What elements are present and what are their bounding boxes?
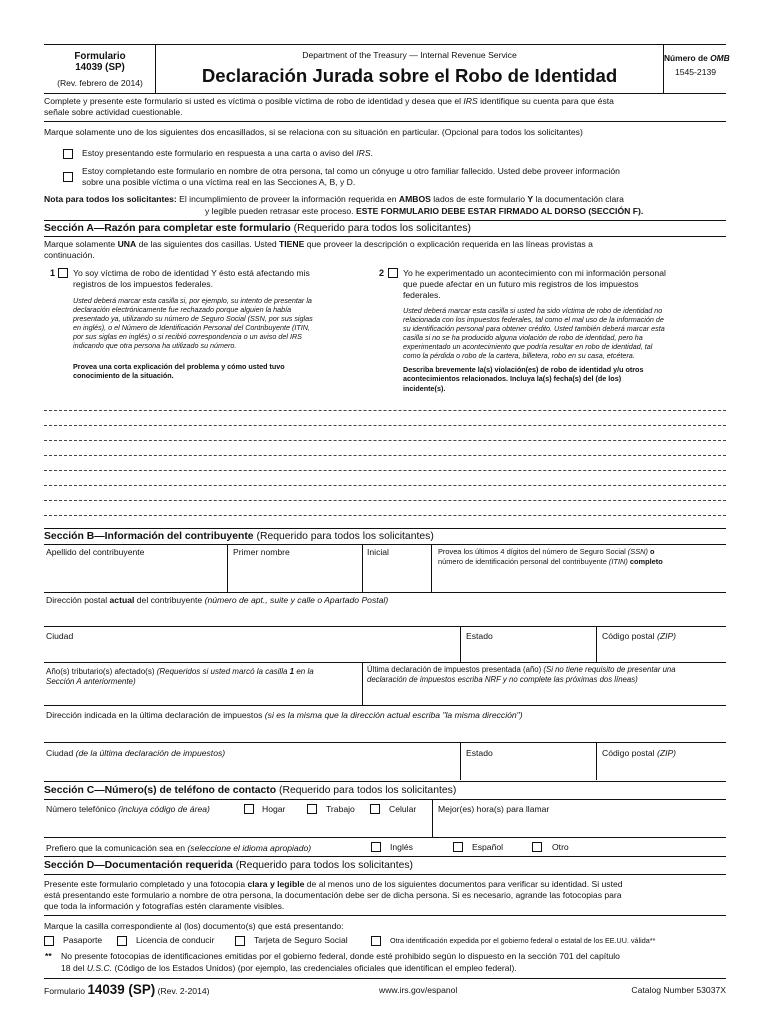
- box-2-guidance-5: experimentado un acontecimiento que podría resultar en robo de identidad, tal: [403, 342, 653, 351]
- intro-line-2: señale sobre actividad cuestionable.: [44, 107, 183, 117]
- section-a-instruction-2: continuación.: [44, 250, 95, 260]
- box-1-text-2: registros de los impuestos federales.: [73, 279, 213, 289]
- divider: [44, 874, 726, 875]
- divider: [44, 662, 726, 663]
- first-name-label: Primer nombre: [233, 547, 290, 557]
- divider: [44, 742, 726, 743]
- checkbox-reason-1[interactable]: [58, 268, 68, 278]
- section-d-para-1: Presente este formulario completado y una fotocopia clara y legible de al menos uno de los siguientes documentos para verificar su identidad. Si usted: [44, 879, 623, 889]
- footer-url[interactable]: www.irs.gov/espanol: [379, 985, 458, 995]
- lang-spanish-label: Español: [472, 842, 504, 852]
- form-number: 14039 (SP): [75, 62, 125, 73]
- last-return-label-2: declaración de impuestos escriba NRF y no complete las próximas dos líneas): [367, 675, 638, 684]
- tax-years-field[interactable]: [44, 689, 361, 704]
- box-1-guidance-3: presentado ya, utilizando su número de Seguro Social (SSN, por sus siglas: [73, 314, 313, 323]
- phone-home-label: Hogar: [262, 804, 286, 814]
- doc-passport-label: Pasaporte: [63, 935, 103, 945]
- ssn-label-1: Provea los últimos 4 dígitos del número de Seguro Social (SSN) o: [438, 547, 655, 556]
- checkbox-phone-home[interactable]: [244, 804, 254, 814]
- box-1-explain-1: Provea una corta explicación del problema y cómo usted tuvo: [73, 362, 285, 371]
- footer-revision: (Rev. 2-2014): [157, 986, 210, 996]
- last-return-label-1: Última declaración de impuestos presentada (año) (Si no tiene requisito de presentar una: [367, 665, 676, 674]
- box-2-text-2: que puede afectar en un futuro mis registros de los impuestos: [403, 279, 639, 289]
- form-title-cell: [156, 45, 663, 93]
- best-hours-field[interactable]: [433, 816, 726, 836]
- footnote-line-1: No presente fotocopias de identificaciones emitidas por el gobierno federal, donde esté prohibido según lo dispuesto en la sección 701 del capítulo: [61, 951, 620, 961]
- checkbox-on-behalf[interactable]: [63, 172, 73, 182]
- department-name: Department of the Treasury — Internal Revenue Service: [302, 50, 517, 60]
- box-2-explain-1: Describa brevemente la(s) violación(es) de robo de identidad y/u otros: [403, 365, 644, 374]
- footer-catalog-number: Catalog Number 53037X: [631, 985, 726, 995]
- footer-form-id: [44, 983, 210, 998]
- checkbox-doc-drivers-license[interactable]: [117, 936, 127, 946]
- omb-cell: [663, 45, 730, 93]
- section-a-instruction-1: Marque solamente UNA de las siguientes dos casillas. Usted TIENE que proveer la descripción o explicación requerida en las líneas provistas a: [44, 239, 593, 249]
- zip-field[interactable]: [597, 643, 726, 661]
- tax-years-label-1: Año(s) tributario(s) afectado(s) (Requeridos si usted marcó la casilla 1 en la: [46, 667, 314, 676]
- divider: [44, 626, 726, 627]
- box-2-text-1: Yo he experimentado un acontecimiento con mi información personal: [403, 268, 666, 278]
- divider: [44, 837, 726, 838]
- box-1-guidance-2: declaración electrónicamente fue rechazado porque alguien la había: [73, 305, 292, 314]
- city-field[interactable]: [44, 643, 459, 661]
- footnote-line-2: 18 del U.S.C. (Código de los Estados Unidos) (por ejemplo, las credenciales oficiales que identifican el empleo federal).: [61, 963, 517, 973]
- section-a-title: Sección A—Razón para completar este formulario (Requerido para todos los solicitantes): [44, 223, 471, 234]
- explanation-line-7[interactable]: [44, 500, 726, 501]
- last-city-field[interactable]: [44, 760, 459, 779]
- section-b-title: Sección B—Información del contribuyente (Requerido para todos los solicitantes): [44, 531, 434, 542]
- form-title: Declaración Jurada sobre el Robo de Identidad: [201, 65, 618, 86]
- section-c-rule: [44, 781, 726, 782]
- divider: [44, 121, 726, 122]
- box-1-guidance-1: Usted deberá marcar esta casilla si, por ejemplo, su intento de presentar la: [73, 296, 312, 305]
- section-d-title: Sección D—Documentación requerida (Requerido para todos los solicitantes): [44, 860, 414, 871]
- box-2-guidance-2: relacionada con los impuestos federales, tal como el mal uso de la información de: [403, 315, 664, 324]
- box-2-guidance-1: Usted deberá marcar esta casilla si usted ha sido víctima de robo de identidad no: [403, 306, 663, 315]
- footer-form-number: 14039 (SP): [87, 982, 156, 997]
- state-label: Estado: [466, 631, 493, 641]
- box-1-number: 1: [50, 268, 56, 278]
- ssn-label-2: número de identificación personal del contribuyente (ITIN) completo: [438, 557, 663, 566]
- checkbox-doc-passport[interactable]: [44, 936, 54, 946]
- last-city-label: Ciudad (de la última declaración de impuestos): [46, 748, 226, 758]
- form-label: Formulario: [74, 51, 126, 62]
- divider: [44, 544, 726, 545]
- explanation-line-8[interactable]: [44, 515, 726, 516]
- checkbox-lang-spanish[interactable]: [453, 842, 463, 852]
- checkbox-irs-letter[interactable]: [63, 149, 73, 159]
- option-on-behalf-line-2: sobre una posible víctima o una víctima real en las Secciones A, B, y D.: [82, 177, 356, 187]
- zip-label: Código postal (ZIP): [602, 631, 677, 641]
- box-1-text-1: Yo soy víctima de robo de identidad Y ésto está afectando mis: [73, 268, 310, 278]
- divider: [44, 592, 726, 593]
- option-irs-letter-label: Estoy presentando este formulario en respuesta a una carta o aviso del IRS.: [82, 148, 373, 158]
- last-address-label: Dirección indicada en la última declaración de impuestos (si es la misma que la dirección actual escriba "la misma dirección"): [46, 710, 523, 720]
- phone-label: Número telefónico (incluya código de área): [46, 804, 210, 814]
- divider: [44, 705, 726, 706]
- form-id-cell: [44, 45, 156, 93]
- checkbox-phone-cell[interactable]: [370, 804, 380, 814]
- omb-label: Número de OMB: [664, 53, 730, 63]
- checkbox-doc-ssn-card[interactable]: [235, 936, 245, 946]
- checkbox-doc-other-id[interactable]: [371, 936, 381, 946]
- last-name-field[interactable]: [44, 560, 226, 591]
- checkbox-phone-work[interactable]: [307, 804, 317, 814]
- section-b-rule: [44, 528, 726, 529]
- section-c-title: Sección C—Número(s) de teléfono de contacto (Requerido para todos los solicitantes): [44, 785, 457, 796]
- middle-initial-field[interactable]: [363, 560, 430, 591]
- footnote-marker: **: [45, 951, 52, 961]
- lang-english-label: Inglés: [390, 842, 413, 852]
- doc-ssn-card-label: Tarjeta de Seguro Social: [254, 935, 348, 945]
- explanation-line-2[interactable]: [44, 425, 726, 426]
- tax-years-label-2: Sección A anteriormente): [46, 677, 136, 686]
- checkbox-reason-2[interactable]: [388, 268, 398, 278]
- last-return-year-field[interactable]: [363, 689, 726, 704]
- box-1-guidance-4: en inglés), o el Número de Identificación Personal del Contribuyente (ITIN,: [73, 323, 310, 332]
- explanation-line-6[interactable]: [44, 485, 726, 486]
- section-d-rule: [44, 856, 726, 857]
- language-pref-label: Prefiero que la comunicación sea en (seleccione el idioma apropiado): [46, 843, 312, 853]
- ssn-field[interactable]: [432, 569, 726, 591]
- note-line-2: y legible pueden retrasar este proceso. ESTE FORMULARIO DEBE ESTAR FIRMADO AL DORSO (SECCIÓN F).: [205, 206, 644, 216]
- box-1-guidance-6: indicando que otra persona ha utilizado su número.: [73, 341, 237, 350]
- section-d-para-2: está presentando este formulario a nombre de otra persona, la documentación debe ser de dicha persona. Si es necesario, agrande las fotocopias para: [44, 890, 622, 900]
- note-line-1: Nota para todos los solicitantes: El incumplimiento de proveer la información requerida en AMBOS lados de este formulario Y la documentación clara: [44, 194, 624, 204]
- divider: [44, 799, 726, 800]
- box-2-guidance-4: casilla si no se ha producido alguna violación de robo de identidad, pero ha: [403, 333, 643, 342]
- phone-work-label: Trabajo: [326, 804, 355, 814]
- choose-one-instruction: Marque solamente uno de los siguientes dos encasillados, si se relaciona con su situación en particular. (Opcional para todos los solicitantes): [44, 127, 583, 137]
- omb-number: 1545-2139: [674, 67, 717, 77]
- document-choose-instruction: Marque la casilla correspondiente al (los) documento(s) que está presentando:: [44, 921, 344, 931]
- box-2-guidance-6: como la pérdida o robo de la cartera, billetera, robo en su casa, etcétera.: [403, 351, 635, 360]
- state-field[interactable]: [461, 643, 595, 661]
- address-label: Dirección postal actual del contribuyente (número de apt., suite y calle o Apartado Postal): [46, 595, 389, 605]
- last-address-field[interactable]: [44, 722, 726, 741]
- box-1-explain-2: conocimiento de la situación.: [73, 371, 174, 380]
- explanation-line-5[interactable]: [44, 470, 726, 471]
- option-on-behalf-line-1: Estoy completando este formulario en nombre de otra persona, tal como un cónyuge u otro familiar fallecido. Usted debe proveer información: [82, 166, 620, 176]
- middle-initial-label: Inicial: [367, 547, 389, 557]
- box-2-guidance-3: su identificación personal para obtener crédito. Usted también deberá marcar esta: [403, 324, 665, 333]
- lang-other-label: Otro: [552, 842, 569, 852]
- footer-rule: [44, 978, 726, 979]
- last-state-label: Estado: [466, 748, 493, 758]
- first-name-field[interactable]: [228, 560, 361, 591]
- last-zip-field[interactable]: [597, 760, 726, 779]
- explanation-line-3[interactable]: [44, 440, 726, 441]
- intro-line-1: Complete y presente este formulario si usted es víctima o posible víctima de robo de identidad y desea que el IRS identifique su cuenta para que ésta: [44, 96, 614, 106]
- box-2-number: 2: [379, 268, 385, 278]
- last-state-field[interactable]: [461, 760, 595, 779]
- best-hours-label: Mejor(es) hora(s) para llamar: [438, 804, 550, 814]
- doc-drivers-license-label: Licencia de conducir: [136, 935, 215, 945]
- checkbox-lang-other[interactable]: [532, 842, 542, 852]
- city-label: Ciudad: [46, 631, 74, 641]
- phone-cell-label: Celular: [389, 804, 417, 814]
- divider: [44, 915, 726, 916]
- checkbox-lang-english[interactable]: [371, 842, 381, 852]
- box-1-guidance-5: por sus siglas en inglés) o si recibió correspondencia o un aviso del IRS: [73, 332, 302, 341]
- form-header: [44, 44, 730, 94]
- section-d-para-3: que toda la información y fotografías estén claramente visibles.: [44, 901, 285, 911]
- box-2-explain-3: incidente(s).: [403, 384, 446, 393]
- explanation-line-1[interactable]: [44, 410, 726, 411]
- address-field[interactable]: [44, 607, 726, 625]
- section-a-rule: [44, 220, 726, 221]
- doc-other-id-label: Otra identificación expedida por el gobierno federal o estatal de los EE.UU. válida**: [390, 936, 656, 945]
- last-name-label: Apellido del contribuyente: [46, 547, 145, 557]
- box-2-text-3: federales.: [403, 290, 441, 300]
- divider: [44, 236, 726, 237]
- form-revision: (Rev. febrero de 2014): [57, 78, 143, 88]
- last-zip-label: Código postal (ZIP): [602, 748, 677, 758]
- explanation-line-4[interactable]: [44, 455, 726, 456]
- box-2-explain-2: acontecimientos relacionados. Incluya la(s) fecha(s) del (de los): [403, 374, 622, 383]
- footer-form-label: Formulario: [44, 986, 86, 996]
- phone-number-field[interactable]: [44, 816, 431, 836]
